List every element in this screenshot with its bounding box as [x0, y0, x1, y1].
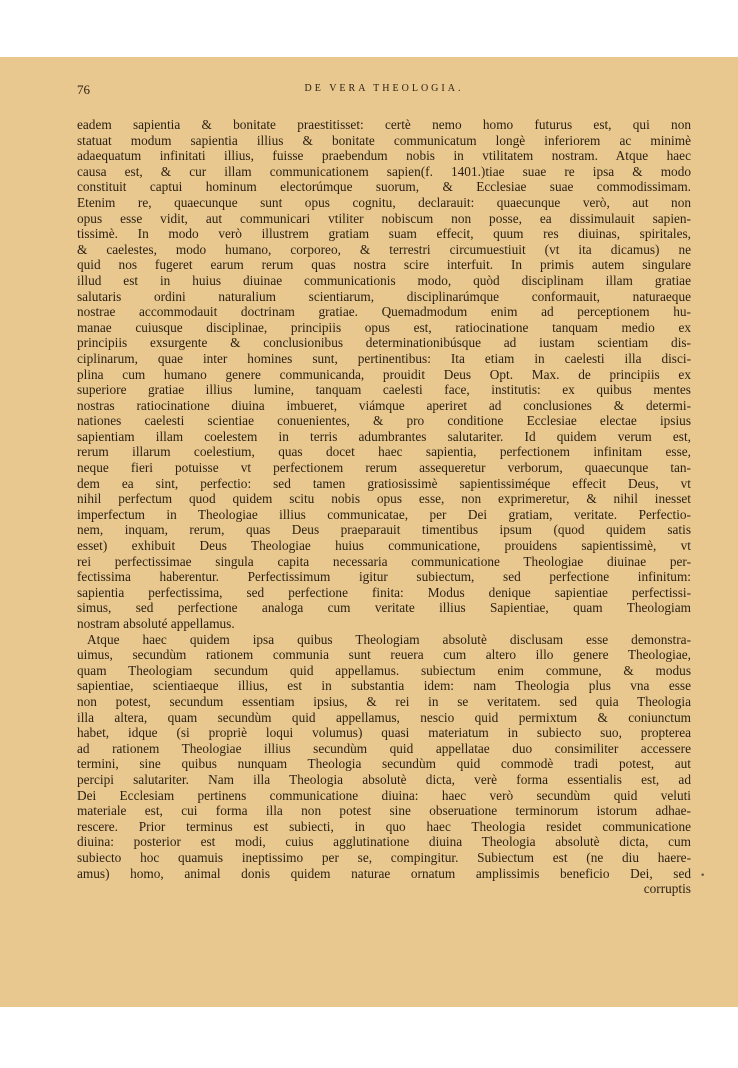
text-line: nostram absoluté appellamus.	[77, 616, 235, 631]
text-line: non potest, secundum essentiam ipsius, & rei in se veritatem. sed quia Theologia	[77, 693, 691, 709]
text-line: amus) homo, animal donis quidem naturae ornatum amplissimis beneficio Dei, sed	[77, 865, 691, 881]
text-line: superiore gratiae illius lumine, tanquam caelesti face, institutis: ex quibus mentes	[77, 382, 691, 398]
text-line: constituit captui hominum electorúmque suorum, & Ecclesiae suae commodissimam.	[77, 179, 691, 195]
running-title: DE VERA THEOLOGIA.	[304, 83, 464, 94]
text-line: tissimè. In modo verò illustrem gratiam suam effecit, quum res diuinas, spiritales,	[77, 226, 691, 242]
text-line: statuat modum sapientia illius & bonitate communicatum longè inferiorem ac minimè	[77, 132, 691, 148]
text-line: rescere. Prior terminus est subiecti, in quo haec Theologia residet communicatione	[77, 818, 691, 834]
book-page	[0, 57, 738, 1007]
text-line: illa altera, quam secundùm quid appellamus, nescio quid permixtum & coniunctum	[77, 709, 691, 725]
text-line: eadem sapientia & bonitate praestitisset: certè nemo homo futurus est, qui non	[77, 117, 691, 132]
text-line: dem ea sint, perfectio: sed tamen gratiosissimè sapientissiméque effecit Deus, vt	[77, 475, 691, 491]
text-line: ad rationem Theologiae illius secundùm quid appellatae duo consimiliter accessere	[77, 740, 691, 756]
text-line: nostras ratiocinatione diuina imbueret, viámque aperiret ad conclusiones & determi-	[77, 397, 691, 413]
text-line: Etenim re, quaecunque sunt opus cognitu, declarauit: quaecunque verò, aut non	[77, 194, 691, 210]
text-line: sapientia perfectissima, sed perfectione finita: Modus denique sapientiae perfectissi-	[77, 584, 691, 600]
text-line: Dei Ecclesiam pertinens communicatione diuina: haec verò secundùm quid veluti	[77, 787, 691, 803]
text-line: & caelestes, modo humano, corporeo, & terrestri circumuestiuit (vt ita dicamus) ne	[77, 241, 691, 257]
paragraph-1	[77, 117, 691, 632]
text-line: principiis exsurgente & conclusionibus determinationibúsque ad iustam scientiam dis-	[77, 335, 691, 351]
text-line: nationes caelesti scientiae conuenientes, & pro conditione Ecclesiae electae ipsius	[77, 413, 691, 429]
text-line: termini, sine quibus nunquam Theologia secundùm quid commodè tradi potest, aut	[77, 756, 691, 772]
page-body	[77, 117, 691, 897]
text-line: causa est, & cur illam communicationem sapien(f. 1401.)tiae suae re ipsa & modo	[77, 163, 691, 179]
text-line: opus esse vidit, aut communicari vtiliter nobiscum non posse, ea dissimulauit sapien-	[77, 210, 691, 226]
text-line: percipi salutariter. Nam illa Theologia absolutè dicta, verè forma essentialis est, ad	[77, 771, 691, 787]
text-line: manae cuiusque disciplinae, principiis opus est, ratiocinatione tanquam medio ex	[77, 319, 691, 335]
text-line: nem, inquam, rerum, quas Deus praeparauit timentibus ipsum (quod quidem satis	[77, 522, 691, 538]
page-header	[77, 82, 691, 100]
text-line: quam Theologiam secundum quid appellamus. subiectum enim commune, & modus	[77, 662, 691, 678]
text-line: sapientiam illam coelestem in terris adumbrantes salutariter. Id quidem verum est,	[77, 428, 691, 444]
text-line: nostrae accommodauit doctrinam gratiae. Quemadmodum enim ad perceptionem hu-	[77, 304, 691, 320]
paragraph-2	[77, 632, 691, 882]
text-line: esset) exhibuit Deus Theologiae huius communicatione, prouidens sapientissimè, vt	[77, 538, 691, 554]
page-number: 76	[77, 82, 90, 97]
text-line: rei perfectissimae singula capita necessaria communicatione Theologiae diuinae per-	[77, 553, 691, 569]
text-line: habet, idque (si propriè loqui volumus) quasi materiatum in subiecto suo, propterea	[77, 725, 691, 741]
margin-mark: •	[700, 871, 706, 881]
text-line: simus, sed perfectione analoga cum veritate illius Sapientiae, quam Theologiam	[77, 600, 691, 616]
text-line: rerum illarum coelestium, quas docet haec sapientia, perfectionem infinitam esse,	[77, 444, 691, 460]
text-line: subiecto hoc quamuis ineptissimo per se, compingitur. Subiectum est (ne diu haere-	[77, 849, 691, 865]
catchword: corruptis	[643, 881, 691, 897]
text-line: plina cum humano genere communicanda, prouidit Deus Opt. Max. de principiis ex	[77, 366, 691, 382]
text-line: nihil perfectum quod quidem scitu nobis opus esse, non exprimeretur, & nihil inesset	[77, 491, 691, 507]
text-line: imperfectum in Theologiae illius communicatae, per Dei gratiam, veritate. Perfectio-	[77, 506, 691, 522]
text-line: fectissima haberentur. Perfectissimum igitur subiectum, sed perfectione infinitum:	[77, 569, 691, 585]
text-line: ciplinarum, quae inter homines sunt, pertinentibus: Ita etiam in caelesti illa disci-	[77, 350, 691, 366]
text-line: materiale est, cui forma illa non potest sine obseruatione terminorum istorum adhae-	[77, 803, 691, 819]
text-line: illud est in huius diuinae communicationis modo, quòd disciplinam illam gratiae	[77, 272, 691, 288]
text-line: quid nos fugeret earum rerum quas nostra scire interfuit. In primis autem singulare	[77, 257, 691, 273]
text-line: sapientiae, scientiaeque illius, est in substantia idem: nam Theologia plus vna esse	[77, 678, 691, 694]
text-line: neque fieri potuisse vt perfectionem rerum assequeretur verborum, quaecunque tan-	[77, 460, 691, 476]
text-line: uimus, secundùm rationem communia sunt reuera cum altero illo genere Theologiae,	[77, 647, 691, 663]
text-line: Atque haec quidem ipsa quibus Theologiam absolutè disclusam esse demonstra-	[87, 631, 691, 647]
text-line: adaequatum infinitati illius, fuisse praebendum nobis in vtilitatem nostram. Atque haec	[77, 148, 691, 164]
text-line: diuina: posterior est modi, cuius agglutinatione diuina Theologia absolutè dicta, cum	[77, 834, 691, 850]
text-line: salutaris ordini naturalium scientiarum, disciplinarúmque conformauit, naturaeque	[77, 288, 691, 304]
